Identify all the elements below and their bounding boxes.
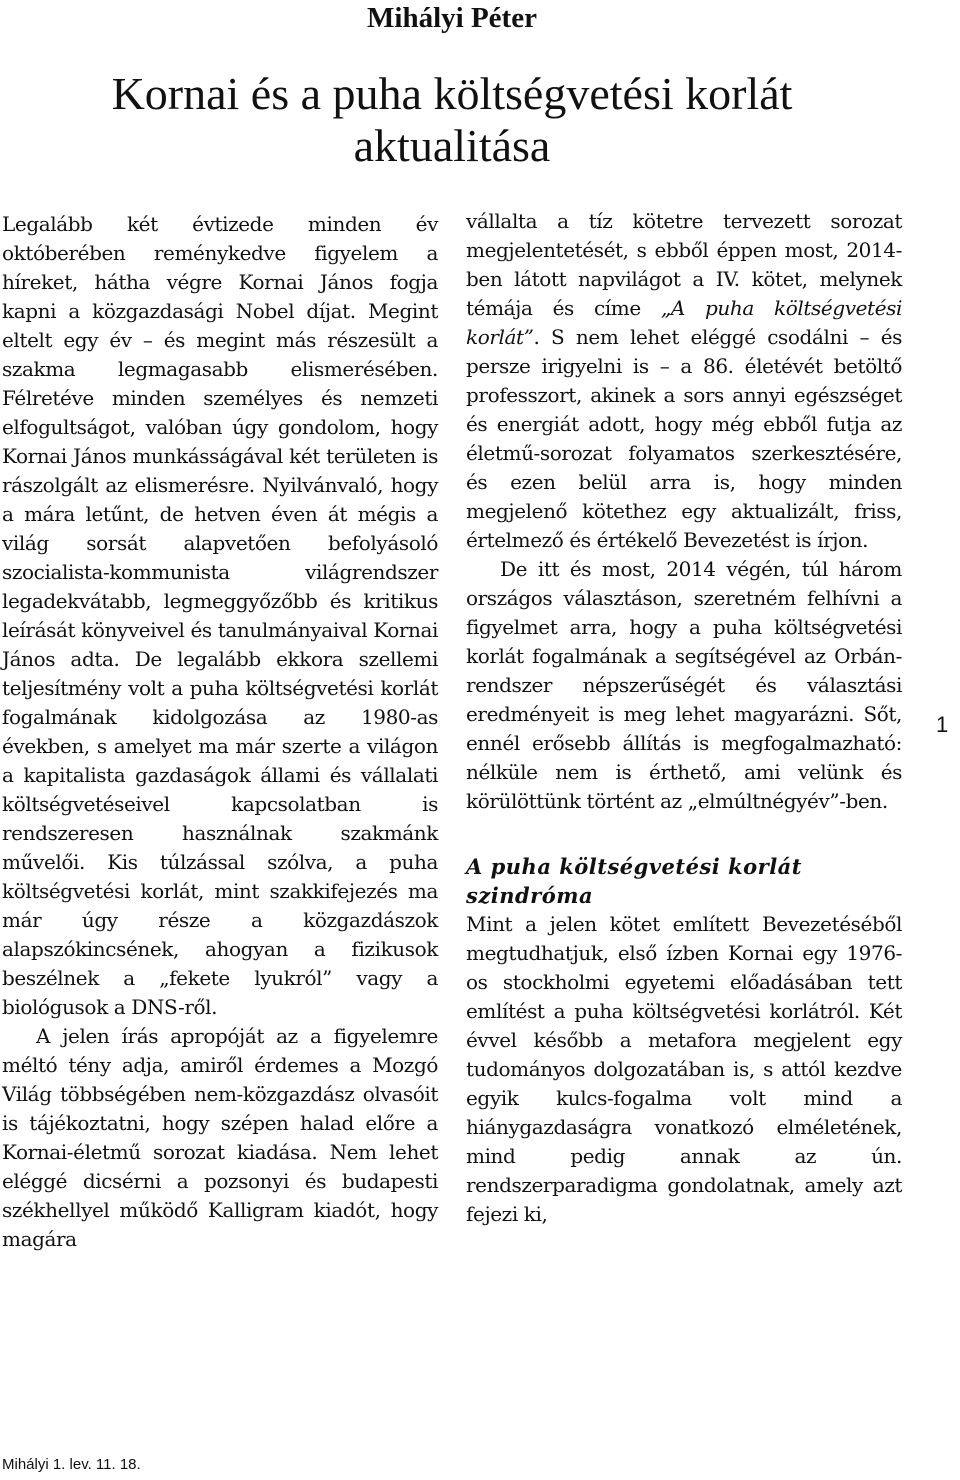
right-column	[466, 207, 902, 1229]
right-paragraph-1	[466, 207, 902, 555]
author-name: Mihályi Péter	[367, 2, 537, 34]
article-title-line-1: Kornai és a puha költségvetési korlát	[111, 68, 793, 119]
right-paragraph-2: De itt és most, 2014 végén, túl három országos választáson, szeretném felhívni a figyelmet arra, hogy a puha költségvetési korlát fogalmának a segítségével az Orbán-rendszer népszerűségét és választási eredményeit is meg lehet magyarázni. Sőt, ennél erősebb állítás is megfogalmazható: nélküle nem is érthető, ami velünk és körülöttünk történt az „elmúltnégyév”-ben.	[466, 557, 902, 813]
book-title-italic: „A puha költségvetési korlát”	[466, 296, 902, 349]
right-paragraph-3: Mint a jelen kötet említett Bevezetéséből megtudhatjuk, első ízben Kornai egy 1976-os stockholmi egyetemi előadásában tett említést a puha költségvetési korlátról. Két évvel később a metafora megjelent egy tudományos dolgozatában is, s attól kezdve egyik kulcs-fogalma volt mind a hiánygazdaságra vonatkozó elméletének, mind pedig annak az ún. rendszerparadigma gondolatnak, amely azt fejezi ki,	[466, 912, 902, 1226]
right-paragraph-1-start: vállalta a tíz kötetre tervezett sorozat megjelentetését, s ebből éppen most, 2014-ben látott napvilágot a IV. kötet, melynek témája és címe	[466, 209, 902, 320]
article-title-line-2: aktualitása	[353, 120, 551, 171]
section-heading: A puha költségvetési korlát szindróma	[466, 854, 802, 908]
right-paragraph-1-end: . S nem lehet eléggé csodálni – és persze irigyelni is – a 86. életévét betöltő professzort, akinek a sors annyi egészséget és energiát adott, hogy még ebből futja az életmű-sorozat folyamatos szerkesztésére, és ezen belül arra is, hogy minden megjelenő kötethez egy aktualizált, friss, értelmező és értékelő Bevezetést is írjon.	[466, 325, 902, 552]
left-paragraph-1: Legalább két évtizede minden év októberében reménykedve figyelem a híreket, hátha végre Kornai János fogja kapni a közgazdasági Nobel díjat. Megint eltelt egy év – és megint más részesült a szakma legmagasabb elismerésében. Félretéve minden személyes és nemzeti elfogultságot, valóban úgy gondolom, hogy Kornai János munkásságával két területen is rászolgált az elismerésre. Nyilvánvaló, hogy a mára letűnt, de hetven éven át mégis a világ sorsát alapvetően befolyásoló szocialista-kommunista világrendszer legadekvátabb, legmeggyőzőbb és kritikus leírását könyveivel és tanulmányaival Kornai János adta. De legalább ekkora szellemi teljesítmény volt a puha költségvetési korlát fogalmának kidolgozása az 1980-as években, s amelyet ma már szerte a világon a kapitalista gazdaságok állami és vállalati költségvetéseivel kapcsolatban is rendszeresen használnak szakmánk művelői. Kis túlzással szólva, a puha költségvetési korlát, mint szakkifejezés ma már úgy része a közgazdászok alapszókincsének, ahogyan a fizikusok beszélnek a „fekete lyukról” vagy a biológusok a DNS-ről.	[2, 212, 439, 1019]
left-column	[2, 210, 438, 1254]
left-paragraph-2: A jelen írás apropóját az a figyelemre méltó tény adja, amiről érdemes a Mozgó Világ többségében nem-közgazdász olvasóit is tájékoztatni, hogy szépen halad előre a Kornai-életmű sorozat kiadása. Nem lehet eléggé dicsérni a pozsonyi és budapesti székhellyel működő Kalligram kiadót, hogy magára	[2, 1024, 438, 1251]
article-title	[0, 68, 904, 172]
page-number: 1	[936, 712, 949, 737]
footer-text: Mihályi 1. lev. 11. 18.	[2, 1456, 141, 1473]
